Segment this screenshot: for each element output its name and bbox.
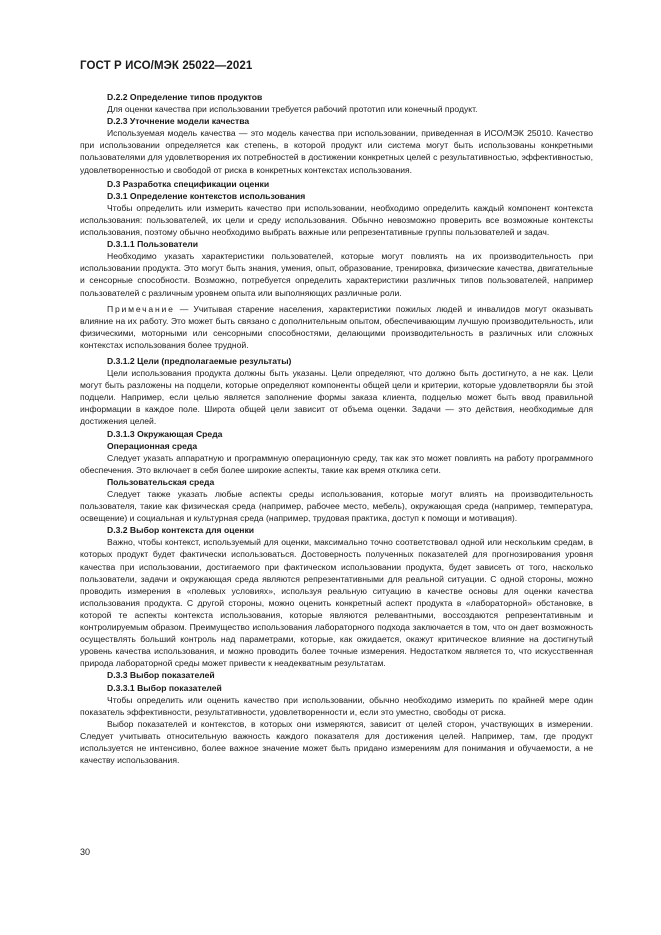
paragraph: Следует указать аппаратную и программную операционную среду, так как это может повлиять на работу программного обеспечения. Это включает в себя более широкие аспекты, такие как время отклика сети. xyxy=(80,452,593,475)
note-label: Примечание xyxy=(107,303,175,314)
section-heading: D.3.2 Выбор контекста для оценки xyxy=(107,525,255,536)
paragraph: Цели использования продукта должны быть указаны. Цели определяют, что должно быть достигнуто, а не как. Цели могут быть разложены на подцели, которые определяют компоненты общей цели и критерии, которые удовлетворяли бы этой подцели. Например, если целью является заполнение формы заказа клиента, подцелью может быть ввод правильной информации в каждое поле. Широта общей цели зависит от объема оценки. Задачи — это действия, необходимые для достижения целей. xyxy=(80,368,593,427)
paragraph: Выбор показателей и контекстов, в которых они измеряются, зависит от целей сторон, участвующих в измерении. Следует учитывать относительную важность каждого показателя для достижения целей. Например, там, где продукт используется не интенсивно, более важное значение может быть придано измерениям для понимания и обучаемости, а не качеству использования. xyxy=(80,718,593,766)
paragraph: Чтобы определить или измерить качество при использовании, необходимо определить каждый компонент контекста использования: пользователей, их цели и среду использования. Обычно невозможно проверить все возможные контексты использования, поэтому обычно необходимо выбрать важные или репрезентативные группы пользователей и задач. xyxy=(80,202,593,238)
document-header: ГОСТ Р ИСО/МЭК 25022—2021 xyxy=(80,60,253,72)
section-heading-main: D.3 Разработка спецификации оценки xyxy=(107,178,270,189)
paragraph: Чтобы определить или оценить качество при использовании, обычно необходимо измерить по крайней мере один показатель эффективности, результативности, удовлетворенности и, если это уместно, свободы от риска. xyxy=(80,694,593,717)
subsection-heading: Пользовательская среда xyxy=(107,476,215,487)
subsection-heading: Операционная среда xyxy=(107,440,198,451)
document-body xyxy=(80,91,593,766)
note-paragraph xyxy=(80,303,593,351)
paragraph: Важно, чтобы контекст, используемый для оценки, максимально точно соответствовал одной или нескольким средам, в которых продукт будет фактически использоваться. Достоверность полученных показателей для прогнозирования уровня качества при использовании, достигаемого при фактическом использовании продукта, будет зависеть от того, насколько пользователи, задачи и окружающая среда являются репрезентативными для реальной ситуации. С одной стороны, можно проводить измерения в «полевых условиях», используя реальную ситуацию в качестве основы для оценки качества использования продукта. С другой стороны, можно оценить конкретный аспект продукта в «лабораторной» обстановке, в которой те аспекты контекста использования, которые являются релевантными, воссоздаются репрезентативным и контролируемым образом. Преимущество использования лабораторного подхода заключается в том, что он дает возможность осуществлять больший контроль над параметрами, которые, как ожидается, окажут критическое влияние на достигнутый уровень качества использования, и можно проводить более точные измерения. Недостатком является то, что искусственная природа лабораторной среды может привести к неадекватным результатам. xyxy=(80,537,593,669)
section-heading: D.3.1.2 Цели (предполагаемые результаты) xyxy=(107,355,292,366)
section-heading: D.3.1.1 Пользователи xyxy=(107,239,199,250)
section-heading: D.2.2 Определение типов продуктов xyxy=(107,92,263,102)
section-heading: D.3.3.1 Выбор показателей xyxy=(107,682,222,693)
section-heading: D.3.3 Выбор показателей xyxy=(107,670,215,681)
paragraph: Необходимо указать характеристики пользователей, которые могут повлиять на их производительность при использовании продукта. Это могут быть знания, умения, опыт, образование, тренировка, физические качества, двигательные и сенсорные способности. Возможно, потребуется определить характеристики различных типов пользователей, например пользователей с различным уровнем опыта или выполняющих различные роли. xyxy=(80,251,593,298)
paragraph: Для оценки качества при использовании требуется рабочий прототип или конечный продукт. xyxy=(107,104,478,115)
section-heading: D.2.3 Уточнение модели качества xyxy=(107,116,250,127)
section-heading: D.3.1 Определение контекстов использования xyxy=(107,190,306,201)
paragraph: Следует также указать любые аспекты среды использования, которые могут влиять на производительность пользователя, такие как физическая среда (например, рабочее место, мебель), окружающая среда (например, температура, освещение) и социальная и культурная среда (например, трудовая практика, доступ к помощи и мотивация). xyxy=(80,489,593,524)
section-heading: D.3.1.3 Окружающая Среда xyxy=(107,428,223,439)
paragraph: Используемая модель качества — это модель качества при использовании, приведенная в ИСО/МЭК 25010. Качество при использовании определяется как степень, в которой продукт или система могут быть использованы конкретными пользователями для удовлетворения их потребностей в достижении конкретных целей с результативностью, эффективностью, удовлетворенностью и свободой от риска в конкретных контекстах использования. xyxy=(80,128,593,175)
note-text: — Учитывая старение населения, характеристики пожилых людей и инвалидов могут оказывать влияние на их работу. Это может быть связано с дополнительным опытом, обеспечивающим лучшую производительность, или физическими, моторными или сенсорными способностями, делающими производительность в различных или сложных контекстах использования более трудной. xyxy=(80,303,593,350)
page-number: 30 xyxy=(80,847,91,857)
